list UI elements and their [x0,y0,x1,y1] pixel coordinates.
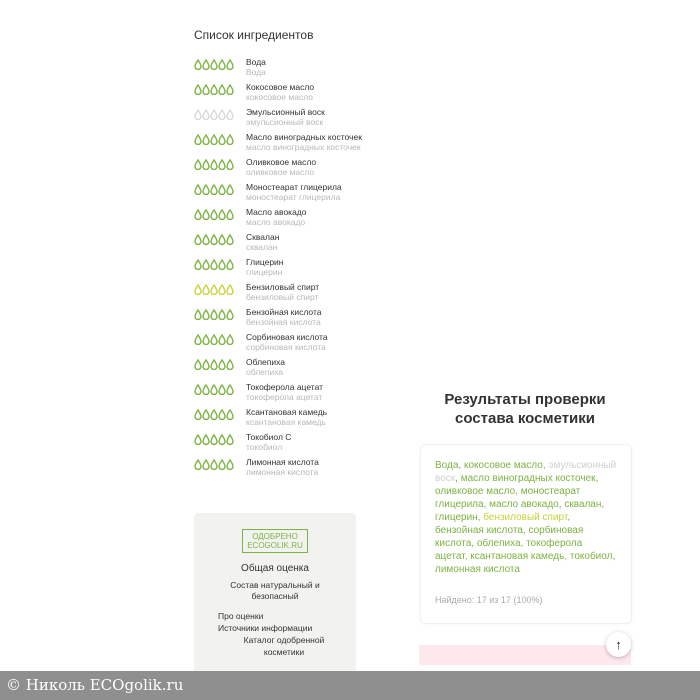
drop-icon [226,359,234,370]
ingredient-name: Глицерин [246,257,284,267]
drop-icon [202,409,210,420]
result-ingredient: токоферола ацетат [435,538,583,562]
drop-icon [218,59,226,70]
ingredient-name: Бензиловый спирт [246,282,320,292]
result-ingredient: токобиол [569,551,613,562]
drop-icon [226,384,234,395]
drop-icon [218,109,226,120]
drop-icon [210,234,218,245]
drop-icon [226,284,234,295]
drop-icon [226,259,234,270]
result-ingredient: облепиха [476,538,521,549]
ingredient-alt-name: эмульсионный воск [246,117,324,127]
drop-icon [218,259,226,270]
ingredient-row [194,182,364,202]
ingredient-list [194,57,364,482]
drop-icon [226,59,234,70]
ingredient-name: Моностеарат глицерила [246,182,342,192]
drop-icon [226,309,234,320]
verdict-text: Состав натуральный и безопасный [230,580,320,601]
ingredient-name: Лимонная кислота [246,457,319,467]
drop-icon [210,209,218,220]
drop-icon [226,84,234,95]
drop-icon [218,234,226,245]
drop-icon [210,359,218,370]
result-ingredient: масло виноградных косточек [460,473,596,484]
ingredient-row [194,107,364,127]
rating-drops [194,134,246,145]
rating-drops [194,359,246,370]
ingredient-name: Вода [246,57,266,67]
drop-icon [202,209,210,220]
drop-icon [218,409,226,420]
ingredient-alt-name: масло виноградных косточек [246,142,361,152]
rating-drops [194,109,246,120]
drop-icon [202,59,210,70]
rating-drops [194,434,246,445]
drop-icon [218,334,226,345]
ingredient-row [194,282,364,302]
ingredient-name: Масло виноградных косточек [246,132,362,142]
drop-icon [202,284,210,295]
result-ingredient: сквалан [564,499,602,510]
drop-icon [202,309,210,320]
ingredient-row [194,207,364,227]
drop-icon [218,134,226,145]
watermark: © Николь ECOgolik.ru [0,671,700,700]
drop-icon [194,284,202,295]
ingredient-row [194,357,364,377]
ingredient-row [194,157,364,177]
result-ingredient: моностеарат глицерила [435,486,581,510]
ingredient-row [194,257,364,277]
drop-icon [218,209,226,220]
result-ingredient: кокосовое масло [463,460,543,471]
result-ingredient: масло авокадо [489,499,559,510]
drop-icon [226,409,234,420]
drop-icon [210,309,218,320]
ingredient-alt-name: моностеарат глицерила [246,192,341,202]
ingredient-row [194,407,364,427]
drop-icon [194,309,202,320]
drop-icon [210,84,218,95]
drop-icon [226,209,234,220]
drop-icon [210,184,218,195]
rating-drops [194,259,246,270]
sources-link[interactable]: Источники информации [218,623,313,633]
found-count: Найдено: 17 из 17 (100%) [435,595,543,605]
ingredient-name: Сквалан [246,232,280,242]
drop-icon [210,259,218,270]
drop-icon [210,459,218,470]
drop-icon [210,434,218,445]
drop-icon [226,434,234,445]
ingredient-alt-name: бензойная кислота [246,317,321,327]
ingredient-name: Токоферола ацетат [246,382,324,392]
rating-drops [194,84,246,95]
drop-icon [194,434,202,445]
drop-icon [210,109,218,120]
ingredient-alt-name: бензиловый спирт [246,292,319,302]
ingredient-alt-name: токобиол [246,442,283,452]
drop-icon [194,359,202,370]
ingredient-alt-name: кокосовое масло [246,92,313,102]
ingredient-alt-name: лимонная кислота [246,467,319,477]
drop-icon [194,234,202,245]
drop-icon [194,209,202,220]
drop-icon [202,109,210,120]
result-ingredient: глицерин [435,512,478,523]
drop-icon [194,384,202,395]
ingredient-alt-name: оливковое масло [246,167,315,177]
result-ingredient: бензойная кислота [435,525,523,536]
ingredient-alt-name: облепиха [246,367,284,377]
drop-icon [218,359,226,370]
ingredient-row [194,132,364,152]
ingredient-alt-name: масло авокадо [246,217,306,227]
drop-icon [210,334,218,345]
drop-icon [218,384,226,395]
arrow-up-icon: ↑ [615,637,622,652]
ingredient-alt-name: ксантановая камедь [246,417,326,427]
ingredient-name: Кокосовое масло [246,82,315,92]
ingredient-alt-name: Вода [246,67,266,77]
drop-icon [218,459,226,470]
drop-icon [226,134,234,145]
ingredient-row [194,57,364,77]
ingredient-name: Эмульсионный воск [246,107,325,117]
ingredient-name: Оливковое масло [246,157,317,167]
drop-icon [202,459,210,470]
overall-rating-label: Общая оценка [241,563,309,574]
drop-icon [202,134,210,145]
drop-icon [218,309,226,320]
rating-drops [194,409,246,420]
drop-icon [210,284,218,295]
results-card [420,444,632,624]
drop-icon [194,184,202,195]
ingredient-name: Сорбиновая кислота [246,332,328,342]
stamp-line-2: ECOGOLIK.RU [247,541,303,550]
approved-catalog-link[interactable]: Каталог одобренной косметики [243,635,325,657]
ingredient-row [194,457,364,477]
drop-icon [218,434,226,445]
scroll-up-button[interactable] [606,632,631,657]
ingredient-name: Облепиха [246,357,286,367]
result-ingredient: эмульсионный воск [435,460,617,484]
ingredient-row [194,232,364,252]
about-ratings-link[interactable]: Про оценки [218,611,264,621]
result-ingredient: ксантановая камедь [470,551,565,562]
drop-icon [210,59,218,70]
rating-drops [194,459,246,470]
rating-drops [194,284,246,295]
result-ingredient: бензиловый спирт [483,512,568,523]
drop-icon [194,59,202,70]
rating-drops [194,234,246,245]
approved-stamp [242,529,308,553]
rating-drops [194,184,246,195]
drop-icon [202,359,210,370]
drop-icon [194,109,202,120]
ingredient-name: Бензойная кислота [246,307,322,317]
drop-icon [194,459,202,470]
drop-icon [194,334,202,345]
rating-drops [194,59,246,70]
ingredient-alt-name: токоферола ацетат [246,392,323,402]
drop-icon [202,184,210,195]
drop-icon [202,159,210,170]
next-section-banner [419,645,631,665]
drop-icon [194,84,202,95]
rating-drops [194,209,246,220]
stamp-line-1: ОДОБРЕНО [252,532,298,541]
drop-icon [194,409,202,420]
ingredient-row [194,382,364,402]
drop-icon [194,159,202,170]
results-ingredient-text: Вода, кокосовое масло, эмульсионный воск, масло виноградных косточек, оливковое масло, моностеарат глицерила, масло авокадо, сквалан, глицерин, бензиловый спирт, бензойная кислота, сорбиновая кислота, облепиха, токоферола ацетат, ксантановая камедь, токобиол, лимонная кислота [435,460,617,575]
ingredient-alt-name: сквалан [246,242,278,252]
ingredient-alt-name: глицерин [246,267,283,277]
ingredient-row [194,332,364,352]
drop-icon [210,384,218,395]
ingredient-row [194,432,364,452]
drop-icon [202,234,210,245]
ingredient-name: Ксантановая камедь [246,407,328,417]
drop-icon [226,234,234,245]
ingredient-row [194,82,364,102]
ingredients-title: Список ингредиентов [194,28,314,42]
results-title: Результаты проверки состава косметики [444,391,606,427]
ingredient-alt-name: сорбиновая кислота [246,342,326,352]
rating-drops [194,159,246,170]
ingredient-name: Токобиол С [246,432,292,442]
drop-icon [194,259,202,270]
drop-icon [218,184,226,195]
drop-icon [210,134,218,145]
drop-icon [202,384,210,395]
drop-icon [210,159,218,170]
drop-icon [202,434,210,445]
result-ingredient: лимонная кислота [435,564,520,575]
drop-icon [210,409,218,420]
drop-icon [226,109,234,120]
drop-icon [226,159,234,170]
drop-icon [226,459,234,470]
ingredient-name: Масло авокадо [246,207,307,217]
rating-drops [194,384,246,395]
drop-icon [194,134,202,145]
ingredient-row [194,307,364,327]
drop-icon [202,84,210,95]
approval-box [194,513,356,673]
drop-icon [218,284,226,295]
result-ingredient: Вода [435,460,459,471]
drop-icon [226,184,234,195]
drop-icon [226,334,234,345]
drop-icon [202,334,210,345]
result-ingredient: сорбиновая кислота [435,525,584,549]
drop-icon [202,259,210,270]
drop-icon [218,84,226,95]
drop-icon [218,159,226,170]
result-ingredient: оливковое масло [435,486,516,497]
rating-drops [194,309,246,320]
rating-drops [194,334,246,345]
